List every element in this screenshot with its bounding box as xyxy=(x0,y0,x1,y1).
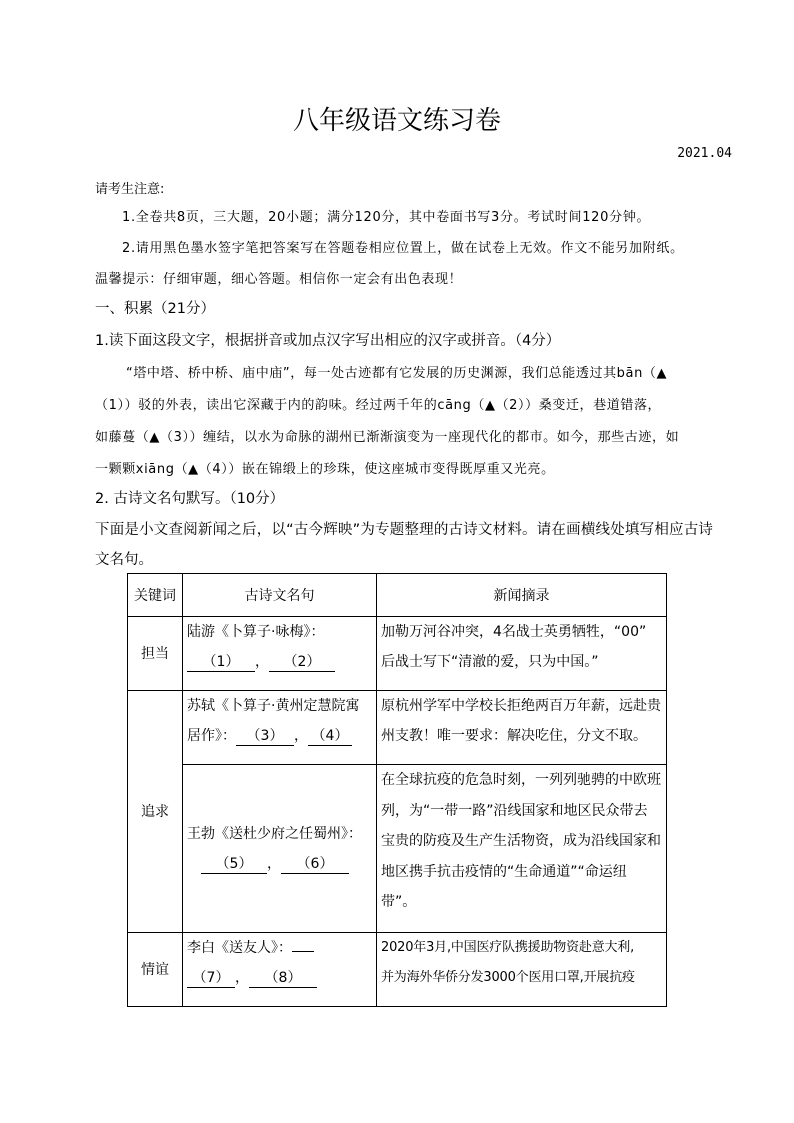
keyword-qingyi: 情谊 xyxy=(128,933,183,1007)
news-cell-4 xyxy=(377,933,667,1007)
quote-cell-2 xyxy=(183,691,377,765)
question-2-intro: 文名句。 xyxy=(95,552,153,568)
news-line: 并为海外华侨分发3000个医用口罩,开展抗疫 xyxy=(381,970,635,985)
quote-blanks xyxy=(187,849,372,879)
news-line: 在全球抗疫的危急时刻，一列列驰骋的中欧班 xyxy=(381,772,661,788)
table-header-quote: 古诗文名句 xyxy=(183,574,377,617)
quote-source: 苏轼《卜算子·黄州定慧院寓 xyxy=(187,698,360,714)
exam-date: 2021.04 xyxy=(677,146,732,161)
answer-blank-1[interactable]: （1） xyxy=(187,653,255,672)
notice-item-2: 2.请用黑色墨水签字笔把答案写在答题卷相应位置上，做在试卷上无效。作文不能另加附纸。 xyxy=(122,241,684,256)
quote-blanks xyxy=(187,647,372,677)
news-line: 带”。 xyxy=(381,894,417,910)
comma: ， xyxy=(267,855,281,872)
poetry-table xyxy=(127,573,667,1007)
quote-blanks xyxy=(187,963,372,993)
notice-heading: 请考生注意: xyxy=(95,182,165,197)
quote-source: 陆游《卜算子·咏梅》： xyxy=(187,624,325,640)
answer-blank-8[interactable]: （8） xyxy=(249,969,317,988)
news-line: 宝贵的防疫及生产生活物资，成为沿线国家和 xyxy=(381,833,661,849)
question-1-line: 一颗颗xiāng（▲（4））嵌在锦缎上的珍珠，使这座城市变得既厚重又光亮。 xyxy=(95,462,555,477)
news-cell-2 xyxy=(377,691,667,765)
news-line: 州支教！唯一要求：解决吃住，分文不取。 xyxy=(381,728,647,744)
notice-item-1: 1.全卷共8页，三大题，20小题；满分120分，其中卷面书写3分。考试时间120分钟。 xyxy=(122,210,651,225)
quote-blanks xyxy=(187,721,372,751)
answer-blank-6[interactable]: （6） xyxy=(281,855,349,874)
answer-blank-lead xyxy=(292,951,314,952)
news-line: 2020年3月,中国医疗队携援助物资赴意大利, xyxy=(381,940,635,955)
answer-blank-2[interactable]: （2） xyxy=(269,653,335,672)
quote-source: 王勃《送杜少府之任蜀州》： xyxy=(187,825,362,842)
news-cell-1 xyxy=(377,617,667,691)
quote-cell-1 xyxy=(183,617,377,691)
answer-blank-5[interactable]: （5） xyxy=(201,855,267,874)
quote-source-text: 李白《送友人》： xyxy=(187,940,292,956)
news-cell-3 xyxy=(377,765,667,933)
tip-text: 温馨提示：仔细审题，细心答题。相信你一定会有出色表现！ xyxy=(95,272,463,287)
quote-cell-4 xyxy=(183,933,377,1007)
question-1-line: “塔中塔、桥中桥、庙中庙”，每一处古迹都有它发展的历史渊源，我们总能透过其bān（▲ xyxy=(126,366,668,381)
news-line: 地区携手抗击疫情的“生命通道”“命运纽 xyxy=(381,863,627,880)
answer-blank-4[interactable]: （4） xyxy=(308,727,352,746)
comma: ， xyxy=(255,654,269,670)
answer-blank-3[interactable]: （3） xyxy=(236,727,294,746)
quote-source xyxy=(187,933,372,963)
news-line: 后战士写下“清澈的爱，只为中国。” xyxy=(381,654,599,670)
quote-source-cont: 居作》： xyxy=(187,728,236,744)
keyword-dandang: 担当 xyxy=(128,617,183,691)
question-1-prompt: 1.读下面这段文字，根据拼音或加点汉字写出相应的汉字或拼音。（4分） xyxy=(95,333,561,349)
comma: ， xyxy=(235,970,249,986)
section-heading: 一、积累（21分） xyxy=(95,301,215,317)
question-1-line: 如藤蔓（▲（3））缠结，以水为命脉的湖州已渐渐演变为一座现代化的都市。如今，那些古迹，如 xyxy=(95,430,680,445)
quote-cell-3 xyxy=(183,765,377,933)
question-1-line: （1））驳的外表，读出它深藏于内的韵味。经过两千年的cāng（▲（2））桑变迁，巷道错落， xyxy=(95,398,662,413)
page-title: 八年级语文练习卷 xyxy=(292,106,501,136)
news-line: 加勒万河谷冲突，4名战士英勇牺牲，“00” xyxy=(381,624,647,640)
question-2-prompt: 2. 古诗文名句默写。（10分） xyxy=(95,491,285,507)
answer-blank-7[interactable]: （7） xyxy=(187,969,235,988)
news-line: 列，为“一带一路”沿线国家和地区民众带去 xyxy=(381,802,648,819)
table-header-keyword: 关键词 xyxy=(128,574,183,617)
keyword-zhuiqiu: 追求 xyxy=(128,691,183,933)
comma: ， xyxy=(294,728,308,744)
question-2-intro: 下面是小文查阅新闻之后，以“古今辉映”为专题整理的古诗文材料。请在画横线处填写相应古诗 xyxy=(95,522,714,538)
table-header-news: 新闻摘录 xyxy=(377,574,667,617)
news-line: 原杭州学军中学校长拒绝两百万年薪，远赴贵 xyxy=(381,698,661,714)
